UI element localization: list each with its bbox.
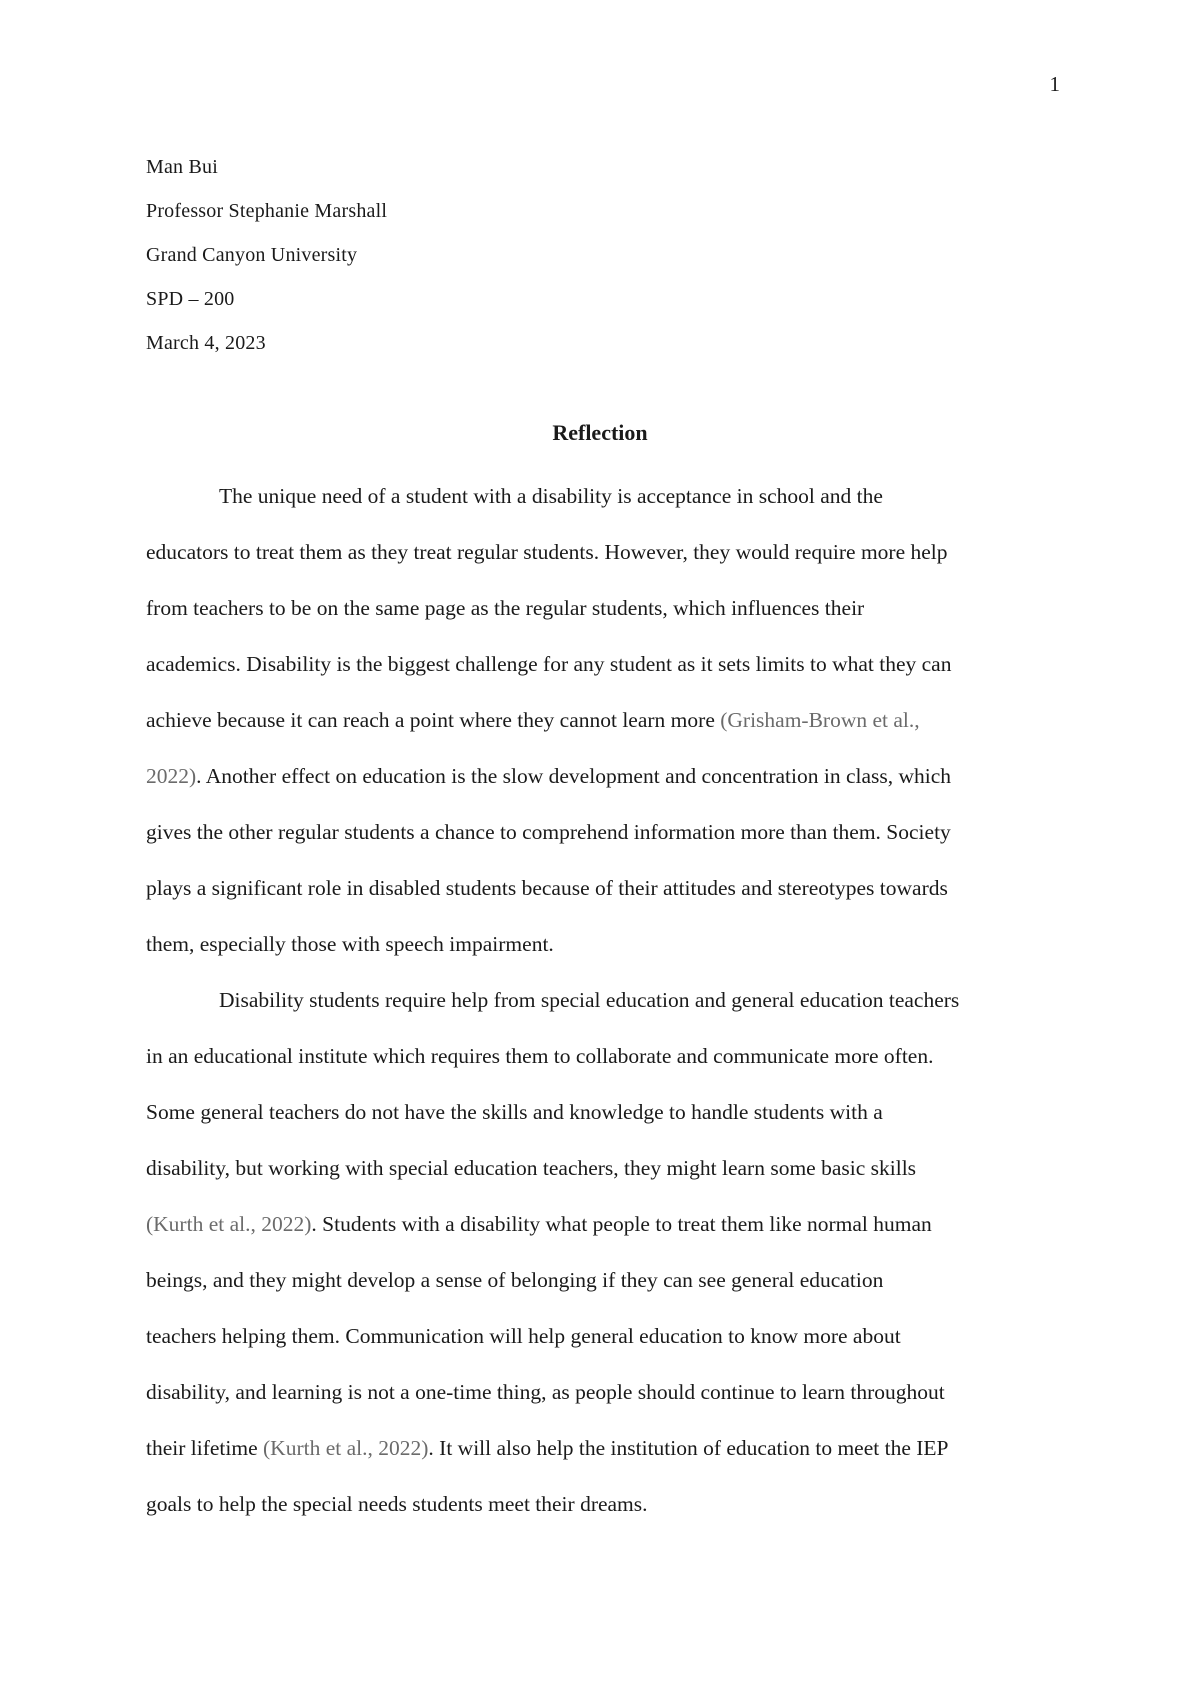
page-number: 1 <box>1049 72 1060 96</box>
university-name: Grand Canyon University <box>146 244 358 266</box>
paragraph-line <box>146 748 1066 804</box>
paragraph-line: gives the other regular students a chance to comprehend information more than them. Society <box>146 820 951 844</box>
paragraph-line <box>146 1420 1066 1476</box>
paragraph-line <box>146 1196 1066 1252</box>
paragraph-line: teachers helping them. Communication will help general education to know more about <box>146 1324 901 1348</box>
paragraph-line: disability, but working with special education teachers, they might learn some basic skills <box>146 1156 917 1180</box>
citation: 2022) <box>146 764 197 788</box>
citation: (Grisham-Brown et al., <box>720 708 920 732</box>
paragraph-line: educators to treat them as they treat regular students. However, they would require more help <box>146 540 948 564</box>
paragraph-1 <box>146 468 1066 972</box>
student-heading <box>146 145 387 365</box>
author-name: Man Bui <box>146 156 218 178</box>
paragraph-line: in an educational institute which requires them to collaborate and communicate more often. <box>146 1044 934 1068</box>
citation: (Kurth et al., 2022) <box>146 1212 312 1236</box>
line-text: . It will also help the institution of education to meet the IEP <box>428 1436 949 1460</box>
line-text: achieve because it can reach a point where they cannot learn more <box>146 708 721 732</box>
professor-name: Professor Stephanie Marshall <box>146 200 388 222</box>
course-code: SPD – 200 <box>146 288 235 310</box>
citation: (Kurth et al., 2022) <box>263 1436 429 1460</box>
paragraph-line: goals to help the special needs students meet their dreams. <box>146 1492 648 1516</box>
paragraph-line: The unique need of a student with a disability is acceptance in school and the <box>219 484 883 508</box>
paper-date: March 4, 2023 <box>146 332 266 354</box>
paragraph-line: them, especially those with speech impairment. <box>146 932 554 956</box>
paragraph-line: beings, and they might develop a sense of belonging if they can see general education <box>146 1268 884 1292</box>
paragraph-line: from teachers to be on the same page as the regular students, which influences their <box>146 596 865 620</box>
paper-title: Reflection <box>552 420 648 445</box>
line-text: . Another effect on education is the slow development and concentration in class, which <box>196 764 952 788</box>
paragraph-line: plays a significant role in disabled students because of their attitudes and stereotypes towards <box>146 876 948 900</box>
paragraph-line: Some general teachers do not have the skills and knowledge to handle students with a <box>146 1100 883 1124</box>
paragraph-line: Disability students require help from special education and general education teachers <box>219 988 960 1012</box>
line-text: their lifetime <box>146 1436 264 1460</box>
paragraph-line: disability, and learning is not a one-time thing, as people should continue to learn throughout <box>146 1380 945 1404</box>
paragraph-2 <box>146 972 1066 1532</box>
essay-body <box>146 468 1066 1532</box>
paragraph-line: academics. Disability is the biggest challenge for any student as it sets limits to what they can <box>146 652 952 676</box>
line-text: . Students with a disability what people to treat them like normal human <box>311 1212 932 1236</box>
paragraph-line <box>146 692 1066 748</box>
